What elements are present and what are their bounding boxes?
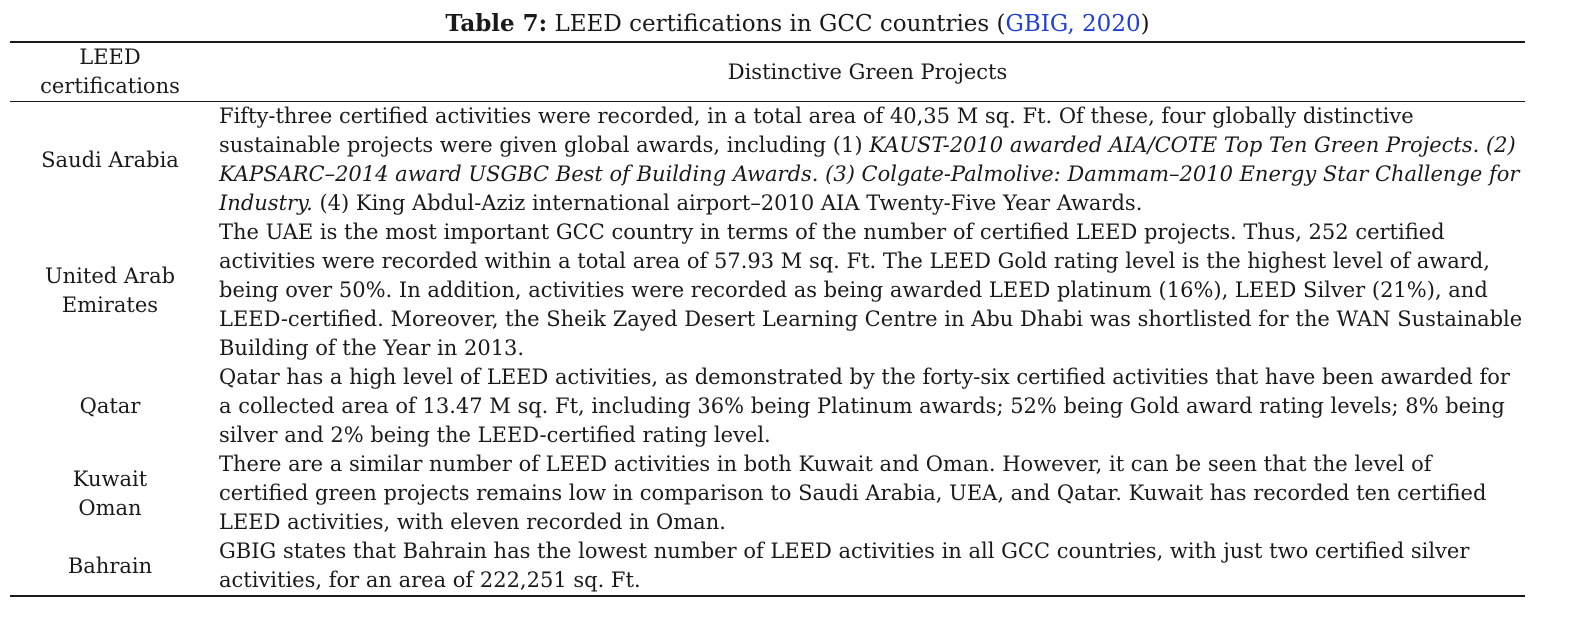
country-cell: Qatar <box>79 394 141 418</box>
description-cell: Qatar has a high level of LEED activities, as demonstrated by the forty-six certified activities that have been awarded for a collected area of 13.47 M sq. Ft, including 36% being Platinum awards; 52% being Gold award rating levels; 8% being silver and 2% being the LEED-certified rating level. <box>219 365 1510 447</box>
caption-citation-link[interactable]: GBIG, 2020 <box>1005 11 1141 37</box>
country-cell: Saudi Arabia <box>41 147 179 172</box>
caption-close: ) <box>1140 11 1150 37</box>
country-cell: United Arab Emirates <box>44 263 176 317</box>
table-caption <box>0 10 1595 38</box>
description-italic-text: KAUST-2010 awarded AIA/COTE Top Ten Green Projects. (2) KAPSARC–2014 award USGBC Best of Building Awards. (3) Colgate-Palmolive: Dammam–2010 Energy Star Challenge for Industry. <box>219 133 1520 215</box>
description-text: Fifty-three certified activities were recorded, in a total area of 40,35 M sq. Ft. Of these, four globally distinctive sustainable projects were given global awards, including (1) <box>219 104 1414 157</box>
table-row <box>10 537 1525 596</box>
leed-table <box>10 41 1525 597</box>
header-leed-certifications: LEED certifications <box>10 42 210 102</box>
country-cell: Kuwait Oman <box>72 466 148 520</box>
caption-text: LEED certifications in GCC countries ( <box>547 11 1006 37</box>
caption-label: Table 7: <box>445 10 548 37</box>
table-row <box>10 450 1525 537</box>
description-cell: The UAE is the most important GCC country in terms of the number of certified LEED projects. Thus, 252 certified activities were recorded within a total area of 57.93 M sq. Ft. The LEED Gold rating level is the highest level of award, being over 50%. In addition, activities were recorded as being awarded LEED platinum (16%), LEED Silver (21%), and LEED-certified. Moreover, the Sheik Zayed Desert Learning Centre in Abu Dhabi was shortlisted for the WAN Sustainable Building of the Year in 2013. <box>219 220 1523 360</box>
country-cell: Bahrain <box>10 537 210 596</box>
table-row <box>10 363 1525 450</box>
table-row <box>10 218 1525 363</box>
description-cell: There are a similar number of LEED activities in both Kuwait and Oman. However, it can be seen that the level of certified green projects remains low in comparison to Saudi Arabia, UEA, and Qatar. Kuwait has recorded ten certified LEED activities, with eleven recorded in Oman. <box>219 452 1487 534</box>
table-header-row <box>10 42 1525 102</box>
description-text: (4) King Abdul-Aziz international airport–2010 AIA Twenty-Five Year Awards. <box>319 191 1143 215</box>
description-cell: GBIG states that Bahrain has the lowest number of LEED activities in all GCC countries, with just two certified silver activities, for an area of 222,251 sq. Ft. <box>210 537 1525 596</box>
header-distinctive-green-projects: Distinctive Green Projects <box>210 42 1525 102</box>
description-cell <box>210 102 1525 219</box>
table-row <box>10 102 1525 219</box>
